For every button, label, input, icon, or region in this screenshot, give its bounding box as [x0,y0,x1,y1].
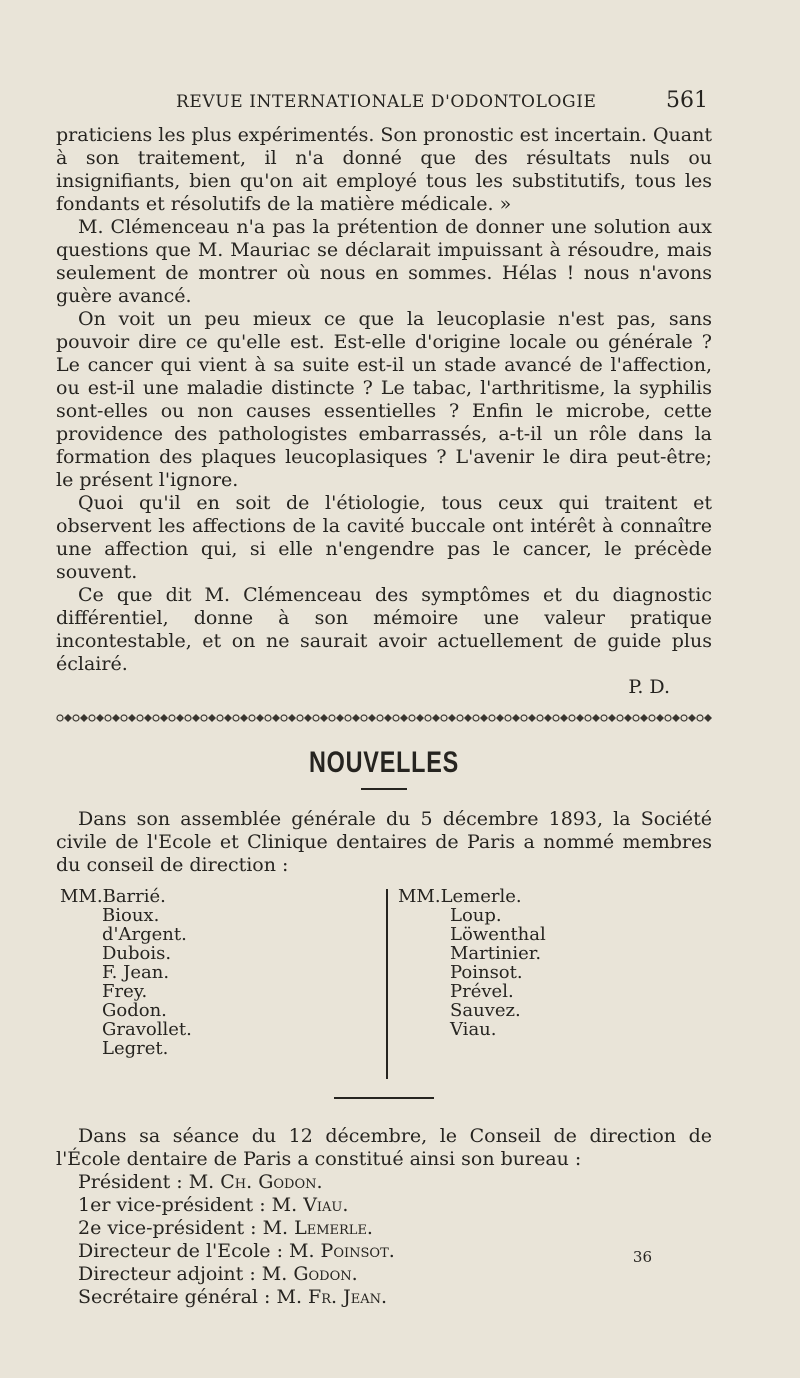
running-title: REVUE INTERNATIONALE D'ODONTOLOGIE [176,92,597,112]
ornamental-border [56,713,712,723]
bureau-entry: Directeur de l'Ecole : M. Poinsot. [78,1239,395,1262]
member-entry: Martinier. [450,943,542,964]
bureau-entry: Président : M. Ch. Godon. [78,1170,323,1193]
paragraph: Ce que dit M. Clémenceau des symptômes et du diagnostic différentiel, donne à son mémoire une valeur pratique incontestable, et on ne saurait avoir actuellement de guide plus éclairé. [56,584,712,675]
section-rule [334,1097,434,1099]
member-entry: Bioux. [102,905,160,926]
members-right-column [398,887,546,1039]
bureau-entry: Directeur adjoint : M. Godon. [78,1262,358,1285]
page-number: 561 [666,88,708,113]
paragraph: M. Clémenceau n'a pas la prétention de donner une solution aux questions que M. Mauriac se déclarait impuissant à résoudre, mais seulement de montrer où nous en sommes. Hélas ! nous n'avons guère avancé. [56,216,712,307]
member-entry: Loup. [450,905,502,926]
members-left-column [60,887,192,1058]
paragraph: Quoi qu'il en soit de l'étiologie, tous ceux qui traitent et observent les affections de la cavité buccale ont intérêt à connaître une affection qui, si elle n'engendre pas le cancer, le précède souvent. [56,492,712,583]
member-entry: MM.Lemerle. [398,886,522,907]
column-divider [386,889,388,1079]
signature: P. D. [628,676,670,698]
member-entry: Sauvez. [450,1000,521,1021]
page-header [56,88,708,118]
member-entry: d'Argent. [102,924,187,945]
signature-folio: 36 [632,1248,652,1266]
member-entry: Prével. [450,981,514,1002]
member-entry: MM.Barrié. [60,886,166,907]
news-paragraph: Dans sa séance du 12 décembre, le Conseil de direction de l'École dentaire de Paris a constitué ainsi son bureau : [56,1124,712,1170]
member-entry: Löwenthal [450,924,546,945]
members-list [56,887,712,1075]
member-entry: Dubois. [102,943,172,964]
title-rule [361,788,407,790]
paragraph: praticiens les plus expérimentés. Son pronostic est incertain. Quant à son traitement, il n'a donné que des résultats nuls ou insignifiants, bien qu'on ait employé tous les substitutifs, tous les fondants et résolutifs de la matière médicale. » [56,124,712,215]
member-entry: F. Jean. [102,962,170,983]
member-entry: Gravollet. [102,1019,192,1040]
ornament-pattern-icon [56,713,712,723]
member-entry: Godon. [102,1000,167,1021]
bureau-list [56,1171,712,1309]
text-body [56,124,712,1309]
news-paragraph: Dans son assemblée générale du 5 décembre 1893, la Société civile de l'Ecole et Clinique dentaires de Paris a nommé membres du conseil de direction : [56,808,712,876]
member-entry: Viau. [450,1019,497,1040]
member-entry: Poinsot. [450,962,523,983]
member-entry: Frey. [102,981,148,1002]
bureau-entry: 1er vice-président : M. Viau. [78,1193,349,1216]
bureau-entry: Secrétaire général : M. Fr. Jean. [78,1285,387,1308]
paragraph: On voit un peu mieux ce que la leucoplasie n'est pas, sans pouvoir dire ce qu'elle est. Est-elle d'origine locale ou générale ? Le cancer qui vient à sa suite est-il un stade avancé de l'affection, ou est-il une maladie distincte ? Le tabac, l'arthritisme, la syphilis sont-elles ou non causes essentielles ? Enfin le microbe, cette providence des pathologistes embarrassés, a-t-il un rôle dans la formation des plaques leucoplasiques ? L'avenir le dira peut-être; le présent l'ignore. [56,308,712,491]
section-title: NOUVELLES [308,746,460,779]
bureau-entry: 2e vice-président : M. Lemerle. [78,1216,373,1239]
member-entry: Legret. [102,1038,169,1059]
